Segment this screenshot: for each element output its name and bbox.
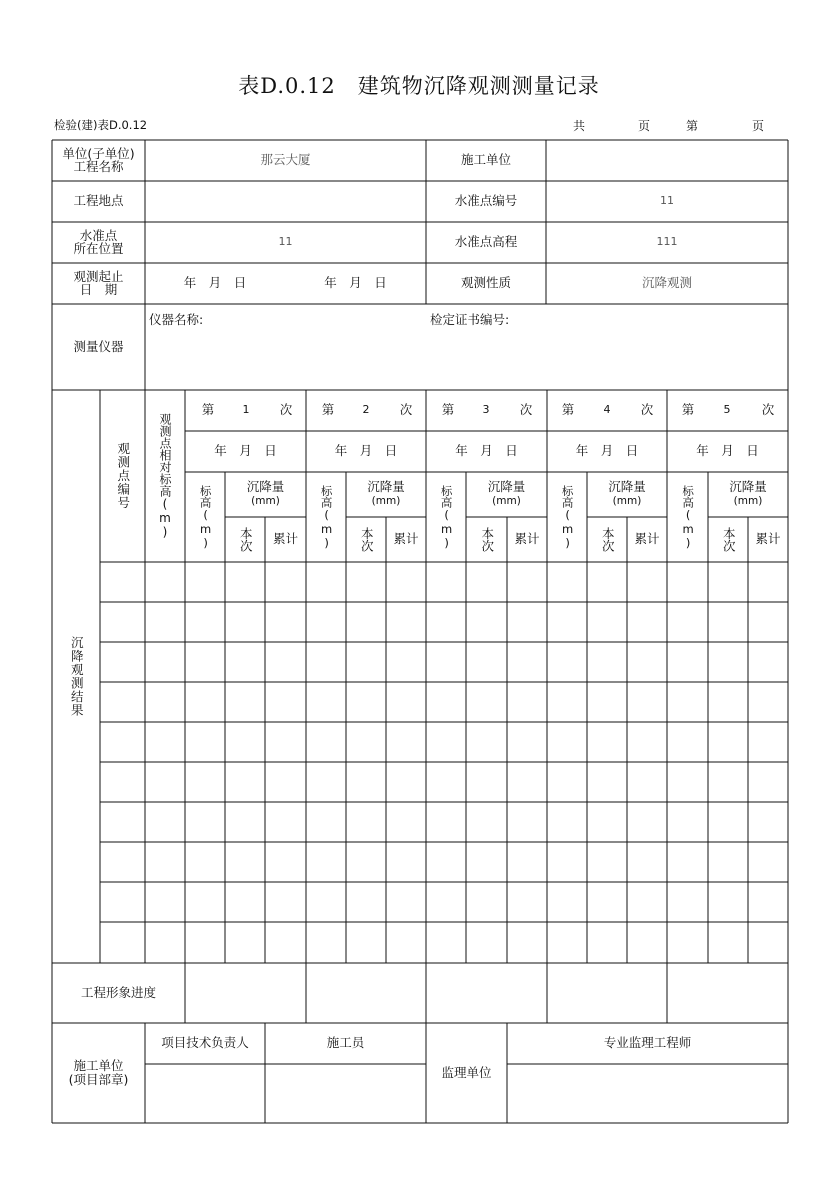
round-prefix: 第 xyxy=(681,402,695,418)
form-code: 检验(建)表D.0.12 xyxy=(54,118,148,132)
observation-dates-label: 观测起止 日 期 xyxy=(73,269,124,297)
page-label: 页 xyxy=(638,119,651,133)
elevation-header: 标高(m) xyxy=(681,484,696,550)
cumulative-header: 累计 xyxy=(634,531,660,547)
project-name-label: 单位(子单位) 工程名称 xyxy=(62,146,135,174)
elevation-header: 标高(m) xyxy=(319,484,334,550)
round-suffix: 次 xyxy=(279,402,293,418)
instrument-label: 测量仪器 xyxy=(73,338,124,354)
results-section-label: 沉降观测结果 xyxy=(69,636,85,717)
settlement-unit: (mm) xyxy=(371,494,401,507)
benchmark-position-value[interactable]: 11 xyxy=(278,235,293,249)
tech-lead-label: 项目技术负责人 xyxy=(161,1035,249,1051)
benchmark-no-value[interactable]: 11 xyxy=(660,194,674,208)
supervisor-engineer-label: 专业监理工程师 xyxy=(603,1035,692,1051)
cumulative-header: 累计 xyxy=(514,531,540,547)
round-date[interactable]: 年 月 日 xyxy=(575,443,639,459)
current-header: 本次 xyxy=(600,527,616,552)
total-pages-label: 共 xyxy=(573,119,586,133)
round-date[interactable]: 年 月 日 xyxy=(455,443,518,459)
round-date[interactable]: 年 月 日 xyxy=(696,443,759,459)
settlement-unit: (mm) xyxy=(612,494,642,507)
elevation-header: 标高(m) xyxy=(198,484,213,550)
observation-nature-value[interactable]: 沉降观测 xyxy=(641,275,692,291)
cumulative-header: 累计 xyxy=(755,531,781,547)
supervisor-unit-label: 监理单位 xyxy=(441,1064,492,1080)
settlement-header: 沉降量 xyxy=(487,478,526,494)
current-header: 本次 xyxy=(721,527,737,552)
start-date[interactable]: 年 月 日 xyxy=(183,275,247,291)
round-number: 2 xyxy=(362,403,370,417)
round-prefix: 第 xyxy=(441,402,455,418)
progress-label: 工程形象进度 xyxy=(80,984,156,1000)
elevation-header: 标高(m) xyxy=(439,484,454,550)
contractor-seal-label: 施工单位 (项目部章) xyxy=(68,1058,129,1087)
settlement-unit: (mm) xyxy=(733,494,763,507)
builder-label: 施工员 xyxy=(326,1035,365,1051)
benchmark-elevation-value[interactable]: 111 xyxy=(656,235,678,249)
contractor-label: 施工单位 xyxy=(460,152,511,168)
round-prefix: 第 xyxy=(201,402,215,418)
cumulative-header: 累计 xyxy=(393,531,419,547)
relative-elevation-label: 观测点相对标高(m) xyxy=(158,413,172,539)
contractor-value[interactable] xyxy=(546,140,788,181)
end-date[interactable]: 年 月 日 xyxy=(324,275,387,291)
round-suffix: 次 xyxy=(399,402,413,418)
settlement-unit: (mm) xyxy=(492,494,521,507)
current-header: 本次 xyxy=(238,527,254,552)
settlement-header: 沉降量 xyxy=(246,478,285,494)
benchmark-elevation-label: 水准点高程 xyxy=(454,234,518,250)
round-date[interactable]: 年 月 日 xyxy=(214,443,277,459)
settlement-header: 沉降量 xyxy=(729,478,767,494)
settlement-unit: (mm) xyxy=(251,494,280,507)
location-value[interactable] xyxy=(145,181,426,222)
cumulative-header: 累计 xyxy=(272,531,298,547)
form-title: 表D.0.12 建筑物沉降观测测量记录 xyxy=(238,74,600,98)
benchmark-position-label: 水准点 所在位置 xyxy=(73,228,124,256)
point-number-label: 观测点编号 xyxy=(115,442,131,510)
round-number: 5 xyxy=(723,403,731,417)
elevation-header: 标高(m) xyxy=(560,484,575,550)
project-name-value[interactable]: 那云大厦 xyxy=(260,152,311,168)
current-header: 本次 xyxy=(479,527,495,552)
page-label-2: 页 xyxy=(752,119,765,133)
settlement-header: 沉降量 xyxy=(608,478,646,494)
round-number: 1 xyxy=(242,403,250,417)
certificate-no-label: 检定证书编号: xyxy=(430,312,510,327)
settlement-header: 沉降量 xyxy=(367,478,405,494)
round-date[interactable]: 年 月 日 xyxy=(334,443,398,459)
observation-nature-label: 观测性质 xyxy=(460,275,511,291)
instrument-name-label: 仪器名称: xyxy=(149,312,204,327)
current-header: 本次 xyxy=(359,527,375,552)
round-number: 3 xyxy=(482,403,490,417)
round-suffix: 次 xyxy=(761,402,775,418)
benchmark-no-label: 水准点编号 xyxy=(454,193,518,209)
round-prefix: 第 xyxy=(561,402,575,418)
location-label: 工程地点 xyxy=(73,193,124,209)
round-suffix: 次 xyxy=(640,402,654,418)
round-suffix: 次 xyxy=(519,402,533,418)
round-prefix: 第 xyxy=(321,402,335,418)
round-number: 4 xyxy=(603,403,611,417)
nth-page-label: 第 xyxy=(686,119,699,133)
